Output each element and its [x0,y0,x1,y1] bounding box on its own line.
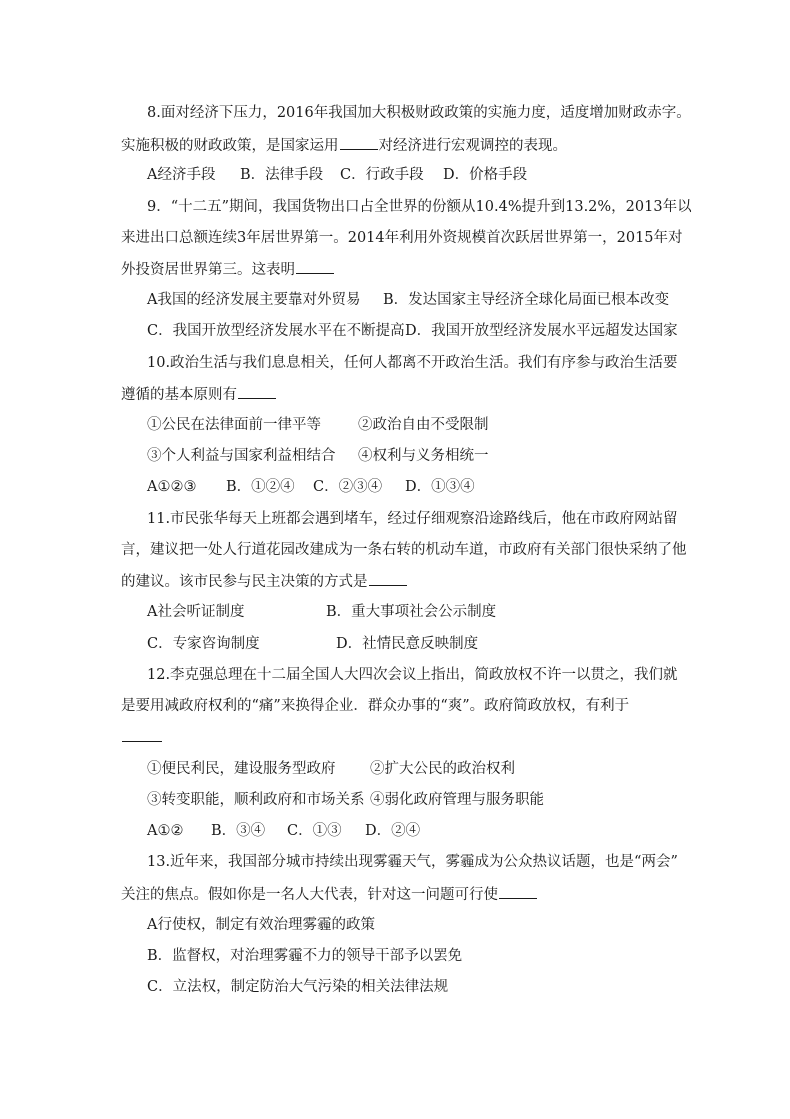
q12-line1: 12.李克强总理在十二届全国人大四次会议上指出，简政放权不许一以贯之，我们就 [147,667,678,683]
q8-line1: 8.面对经济下压力，2016年我国加大积极财政政策的实施力度，适度增加财政赤字。 [147,105,691,121]
q11-line3-text: 的建议。该市民参与民主决策的方式是 [121,574,368,590]
q12-option-b: B．③④ [211,823,266,839]
q11-option-a: A社会听证制度 [147,604,245,620]
q8-line2 [121,135,567,156]
q10-item-1: ①公民在法律面前一律平等 [147,417,321,433]
q12-option-c: C．①③ [287,823,342,839]
q10-item-2: ②政治自由不受限制 [358,417,489,433]
q9-line1: 9．“十二五”期间，我国货物出口占全世界的份额从10.4%提升到13.2%，2013年以 [147,199,692,215]
q11-line2: 言，建议把一处人行道花园改建成为一条右转的机动车道，市政府有关部门很快采纳了他 [121,542,687,558]
q10-line2-text: 遵循的基本原则有 [121,387,237,403]
q9-option-c: C．我国开放型经济发展水平在不断提高 [147,323,405,339]
q10-answer-blank [238,384,276,399]
q13-option-b: B．监督权，对治理雾霾不力的领导干部予以罢免 [147,948,463,964]
q10-option-a: A①②③ [147,479,197,495]
q10-item-3: ③个人利益与国家利益相结合 [147,448,336,464]
q8-option-d: D．价格手段 [443,167,528,183]
q13-option-c: C．立法权，制定防治大气污染的相关法律法规 [147,979,449,995]
q12-option-a: A①② [147,823,184,839]
q8-option-a: A经济手段 [147,167,216,183]
q10-line1: 10.政治生活与我们息息相关，任何人都离不开政治生活。我们有序参与政治生活要 [147,355,678,371]
q12-line3 [121,727,163,748]
q13-line1: 13.近年来，我国部分城市持续出现雾霾天气，雾霾成为公众热议话题，也是“两会” [147,854,678,870]
q8-option-c: C．行政手段 [340,167,424,183]
q10-item-4: ④权利与义务相统一 [358,448,489,464]
q11-option-d: D．社情民意反映制度 [336,636,479,652]
q10-option-d: D．①③④ [405,479,475,495]
q12-item-4: ④弱化政府管理与服务职能 [370,792,544,808]
q8-line2-pre: 实施积极的财政政策，是国家运用 [121,138,339,154]
q13-line2-text: 关注的焦点。假如你是一名人大代表，针对这一问题可行使 [121,887,498,903]
q12-item-3: ③转变职能，顺利政府和市场关系 [147,792,365,808]
q12-line2: 是要用减政府权利的“痛”来换得企业．群众办事的“爽”。政府简政放权，有利于 [121,698,630,714]
q9-line3-text: 外投资居世界第三。这表明 [121,262,295,278]
q10-option-c: C．②③④ [313,479,383,495]
q8-option-b: B．法律手段 [240,167,324,183]
q13-option-a: A行使权，制定有效治理雾霾的政策 [147,917,375,933]
q10-line2 [121,384,277,405]
q9-option-b: B．发达国家主导经济全球化局面已根本改变 [383,292,670,308]
q12-option-d: D．②④ [365,823,421,839]
q9-option-d: D．我国开放型经济发展水平远超发达国家 [405,323,678,339]
q12-item-2: ②扩大公民的政治权利 [370,761,515,777]
q13-answer-blank [499,884,537,899]
q11-option-c: C．专家咨询制度 [147,636,260,652]
q11-option-b: B．重大事项社会公示制度 [326,604,497,620]
q8-answer-blank [340,135,378,150]
q9-option-a: A我国的经济发展主要靠对外贸易 [147,292,361,308]
q9-line2: 来进出口总额连续3年居世界第一。2014年利用外资规模首次跃居世界第一，2015年对 [121,230,683,246]
q9-answer-blank [296,259,334,274]
q8-line2-post: 对经济进行宏观调控的表现。 [378,138,567,154]
q13-line2 [121,884,538,905]
q12-item-1: ①便民利民，建设服务型政府 [147,761,336,777]
q10-option-b: B．①②④ [226,479,295,495]
q9-line3 [121,259,335,280]
q12-answer-blank [122,727,162,742]
q11-answer-blank [369,571,407,586]
q11-line1: 11.市民张华每天上班都会遇到堵车，经过仔细观察沿途路线后，他在市政府网站留 [147,511,678,527]
q11-line3 [121,571,408,592]
